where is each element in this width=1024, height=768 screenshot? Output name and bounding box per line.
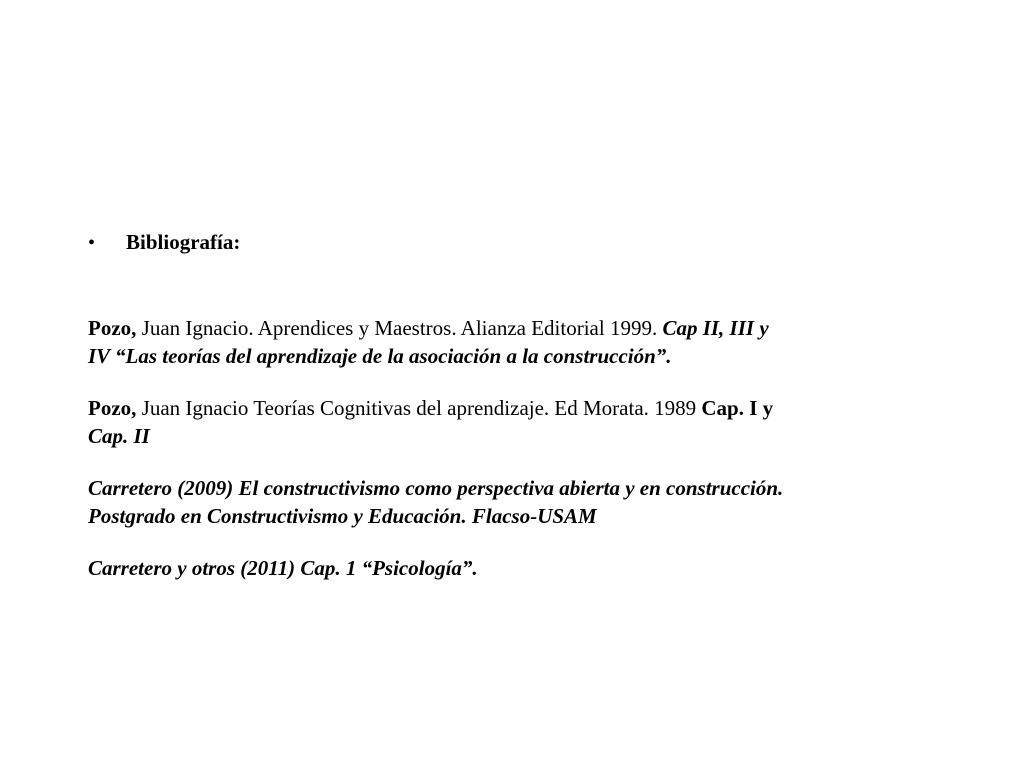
reference-item-carretero-2011	[88, 554, 888, 582]
bullet-icon: •	[88, 232, 96, 254]
reference-item-carretero-2009	[88, 474, 888, 530]
reference-line: Carretero y otros (2011) Cap. 1 “Psicología”.	[88, 556, 478, 580]
reference-line: Postgrado en Constructivismo y Educación. Flacso-USAM	[88, 504, 597, 528]
reference-line	[88, 314, 888, 342]
reference-line: Carretero (2009) El constructivismo como perspectiva abierta y en construcción.	[88, 476, 784, 500]
bibliography-heading-row	[88, 230, 240, 255]
reference-item-pozo-1999	[88, 314, 888, 370]
reference-chapters: Cap. I y	[701, 396, 774, 420]
reference-author: Pozo,	[88, 396, 137, 420]
reference-list	[88, 314, 888, 606]
reference-text: Juan Ignacio Teorías Cognitivas del aprendizaje. Ed Morata. 1989	[136, 396, 702, 420]
reference-chapters-continued: Cap. II	[88, 424, 150, 448]
reference-chapters: Cap II, III y	[662, 316, 769, 340]
reference-chapters-continued: IV “Las teorías del aprendizaje de la asociación a la construcción”.	[88, 344, 672, 368]
reference-line	[88, 394, 888, 422]
bibliography-heading: Bibliografía:	[126, 230, 241, 254]
reference-author: Pozo,	[88, 316, 137, 340]
reference-text: Juan Ignacio. Aprendices y Maestros. Alianza Editorial 1999.	[136, 316, 663, 340]
reference-item-pozo-1989	[88, 394, 888, 450]
